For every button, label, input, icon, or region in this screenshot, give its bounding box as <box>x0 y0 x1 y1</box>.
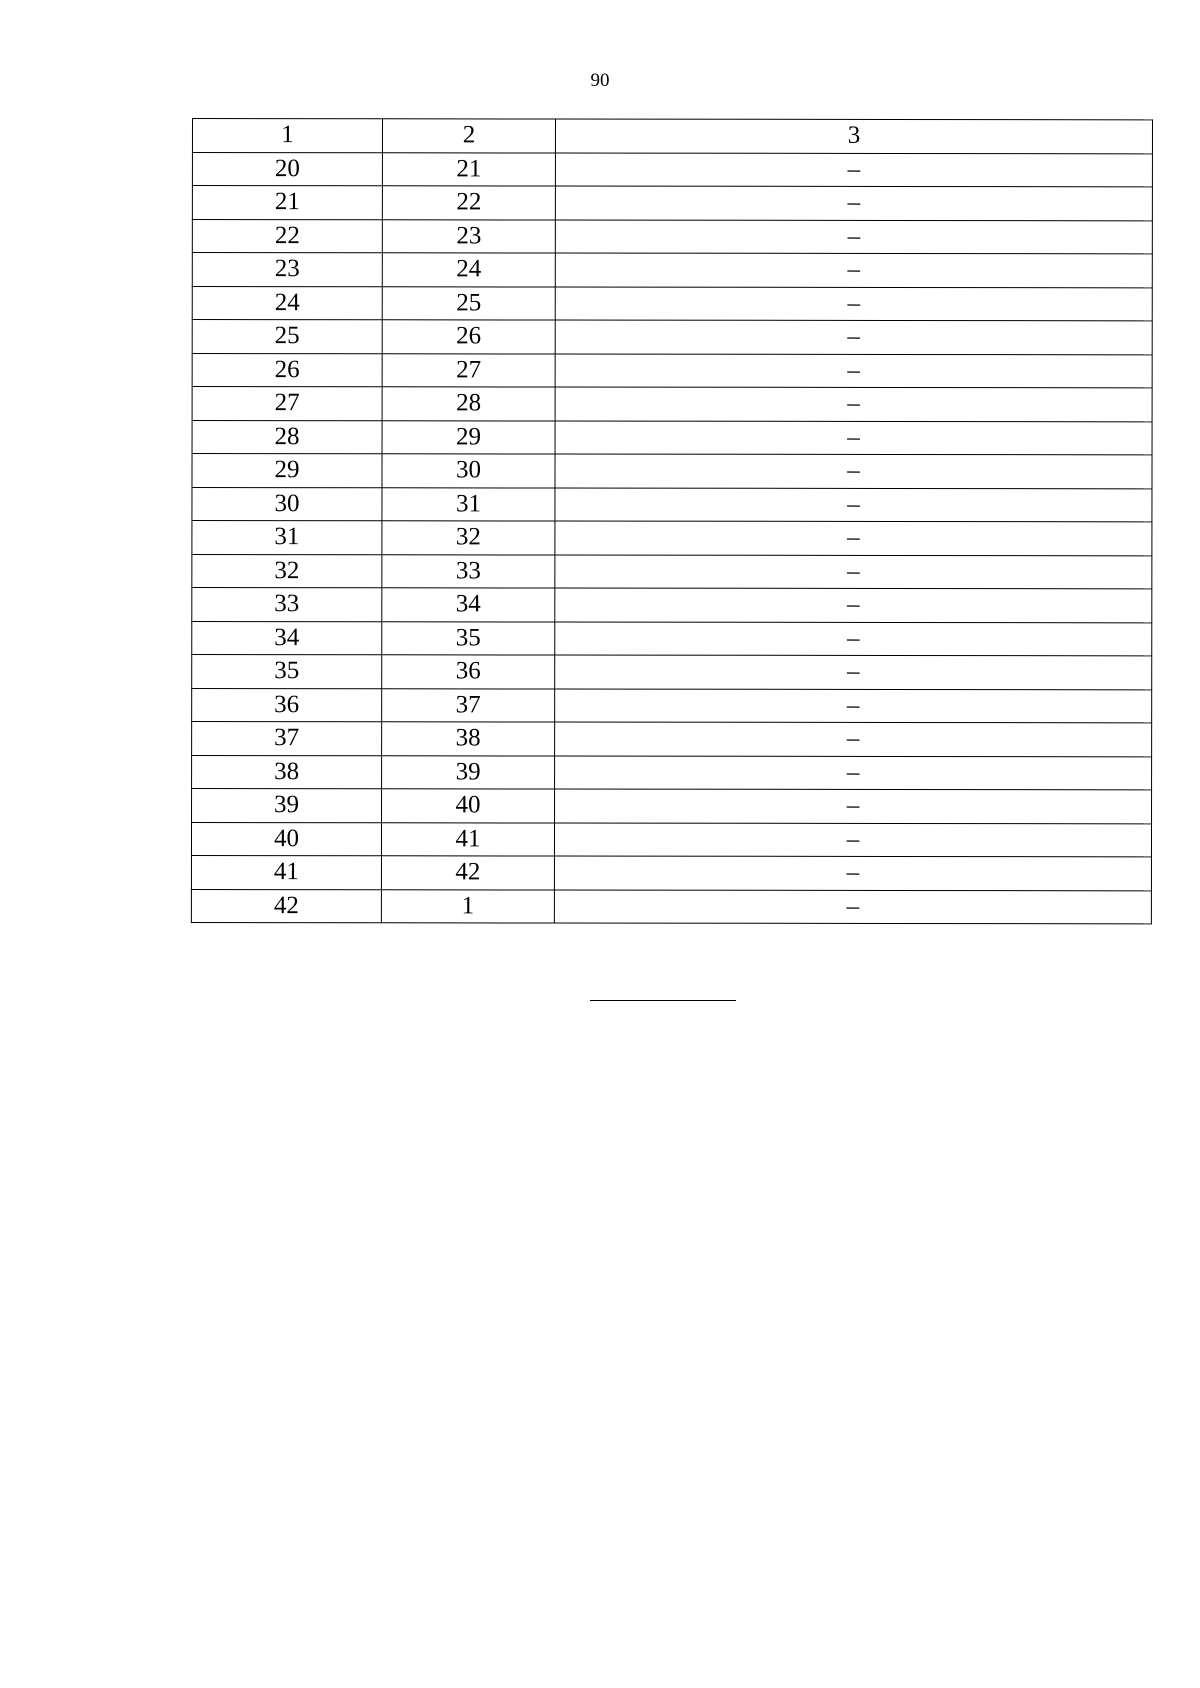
table-header-row <box>192 119 1152 154</box>
table-cell: – <box>555 220 1152 254</box>
table-cell: – <box>554 823 1151 857</box>
table-row <box>192 588 1152 623</box>
table-cell: 29 <box>382 420 555 454</box>
table-cell: 37 <box>382 688 555 722</box>
table-row <box>191 822 1151 857</box>
table-cell: – <box>555 756 1152 790</box>
table-row <box>192 320 1152 355</box>
table-cell: – <box>555 622 1152 656</box>
table-cell: – <box>555 789 1152 823</box>
data-table-container <box>191 118 1152 924</box>
table-cell: 22 <box>382 186 555 220</box>
table-cell: 34 <box>192 621 382 655</box>
table-cell: 25 <box>382 286 555 320</box>
table-cell: – <box>555 320 1152 354</box>
table-cell: 29 <box>192 454 382 488</box>
table-cell: – <box>554 856 1151 890</box>
table-cell: – <box>555 521 1152 555</box>
end-rule <box>590 1000 736 1001</box>
table-cell: – <box>555 186 1152 220</box>
table-cell: 41 <box>381 822 554 856</box>
table-cell: – <box>555 421 1152 455</box>
table-row <box>192 387 1152 422</box>
table-cell: 22 <box>192 219 382 253</box>
table-cell: 38 <box>382 722 555 756</box>
table-cell: 40 <box>382 789 555 823</box>
table-cell: – <box>555 387 1152 421</box>
table-row <box>192 454 1152 489</box>
table-cell: – <box>555 354 1152 388</box>
table-cell: – <box>555 454 1152 488</box>
table-cell: 34 <box>382 588 555 622</box>
table-cell: 21 <box>382 152 555 186</box>
table-row <box>192 554 1152 589</box>
table-cell: 23 <box>192 253 382 287</box>
table-cell: 27 <box>382 353 555 387</box>
table-cell: 26 <box>192 353 382 387</box>
table-row <box>192 152 1152 187</box>
table-cell: 30 <box>192 487 382 521</box>
table-cell: 37 <box>192 722 382 756</box>
table-row <box>192 353 1152 388</box>
table-cell: 24 <box>382 253 555 287</box>
table-cell: – <box>555 588 1152 622</box>
table-cell: – <box>555 689 1152 723</box>
table-row <box>192 219 1152 254</box>
table-cell: 42 <box>191 889 381 923</box>
table-cell: 1 <box>381 889 554 923</box>
table-row <box>191 889 1151 924</box>
table-cell: 38 <box>192 755 382 789</box>
table-cell: – <box>555 287 1152 321</box>
table-header-cell: 2 <box>382 119 555 153</box>
table-row <box>192 655 1152 690</box>
table-cell: 25 <box>192 320 382 354</box>
table-cell: 41 <box>191 856 381 890</box>
table-cell: 36 <box>192 688 382 722</box>
table-cell: – <box>555 153 1152 187</box>
table-cell: 31 <box>192 521 382 555</box>
table-cell: 31 <box>382 487 555 521</box>
table-cell: 20 <box>192 152 382 186</box>
table-cell: 28 <box>192 420 382 454</box>
table-cell: 40 <box>191 822 381 856</box>
table-row <box>192 420 1152 455</box>
table-cell: – <box>555 253 1152 287</box>
table-row <box>192 286 1152 321</box>
table-cell: 30 <box>382 454 555 488</box>
table-cell: 42 <box>381 856 554 890</box>
table-cell: – <box>555 722 1152 756</box>
table-cell: 35 <box>192 655 382 689</box>
table-cell: 23 <box>382 219 555 253</box>
table-cell: – <box>555 555 1152 589</box>
table-row <box>192 521 1152 556</box>
table-body <box>191 119 1152 924</box>
table-cell: – <box>555 488 1152 522</box>
table-cell: 35 <box>382 621 555 655</box>
data-table <box>191 118 1153 924</box>
table-cell: 32 <box>382 521 555 555</box>
table-row <box>192 789 1152 824</box>
table-cell: 26 <box>382 320 555 354</box>
table-cell: 33 <box>382 554 555 588</box>
table-row <box>192 722 1152 757</box>
table-row <box>192 487 1152 522</box>
table-cell: 28 <box>382 387 555 421</box>
table-cell: 36 <box>382 655 555 689</box>
table-cell: – <box>554 890 1151 924</box>
table-row <box>192 253 1152 288</box>
table-row <box>192 186 1152 221</box>
table-header-cell: 1 <box>192 119 382 153</box>
table-cell: 32 <box>192 554 382 588</box>
table-cell: 39 <box>382 755 555 789</box>
table-row <box>192 621 1152 656</box>
table-row <box>192 688 1152 723</box>
table-cell: 33 <box>192 588 382 622</box>
table-cell: 24 <box>192 286 382 320</box>
page-number: 90 <box>590 70 610 91</box>
table-row <box>191 856 1151 891</box>
table-cell: – <box>555 655 1152 689</box>
table-cell: 21 <box>192 186 382 220</box>
table-row <box>192 755 1152 790</box>
table-cell: 39 <box>192 789 382 823</box>
table-header-cell: 3 <box>555 119 1152 153</box>
table-cell: 27 <box>192 387 382 421</box>
